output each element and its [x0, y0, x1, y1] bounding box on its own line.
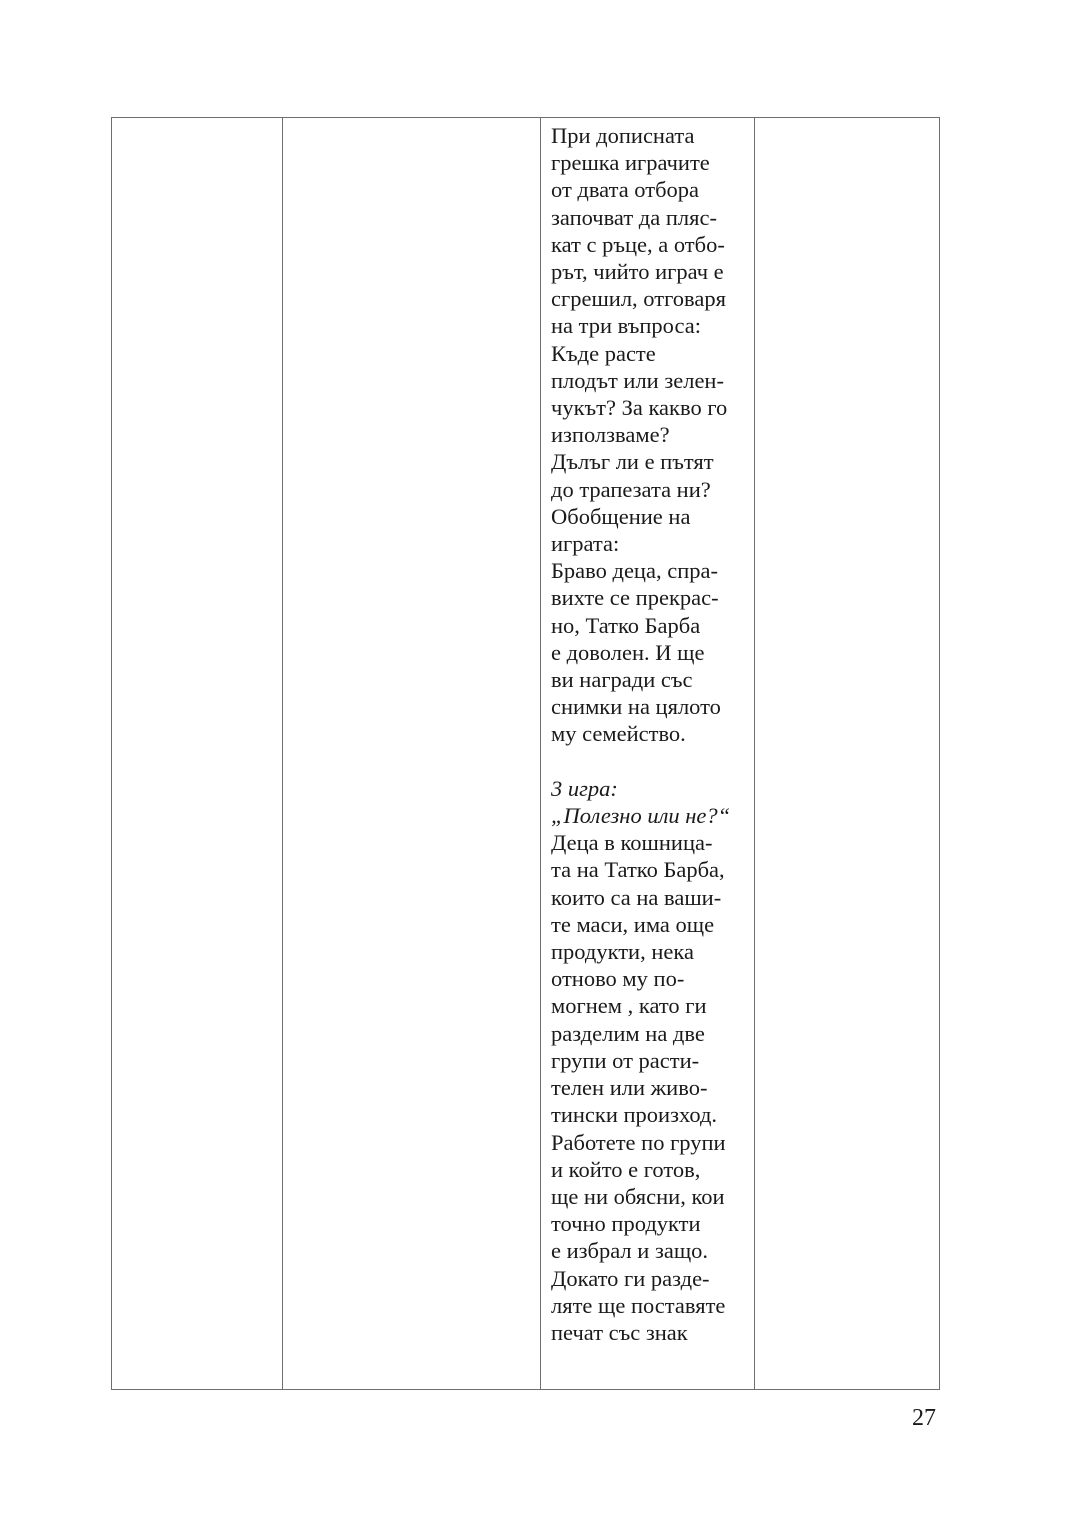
text-line: е избрал и защо.	[551, 1238, 709, 1264]
text-line: Браво деца, спра-	[551, 558, 718, 584]
text-line: Къде расте	[551, 340, 656, 366]
text-line: плодът или зелен-	[551, 367, 724, 393]
text-line: чукът? За какво го	[551, 395, 728, 421]
text-line: те маси, има още	[551, 911, 715, 937]
text-line: ви награди със	[551, 667, 693, 693]
text-line: от двата отбора	[551, 177, 700, 203]
text-line: до трапезата ни?	[551, 476, 711, 502]
spacer	[551, 748, 750, 775]
text-line: При дописната	[551, 123, 695, 148]
text-line: започват да пляс-	[551, 204, 717, 230]
text-line: на три въпроса:	[551, 313, 701, 339]
text-line: грешка играчите	[551, 150, 710, 176]
table-cell-col1	[112, 118, 283, 1390]
text-line: Обобщение на	[551, 503, 691, 529]
text-line: телен или живо-	[551, 1075, 708, 1101]
text-line: и който е готов,	[551, 1156, 701, 1182]
text-line: та на Татко Барба,	[551, 857, 725, 883]
text-line: отново му по-	[551, 966, 685, 992]
text-line: сгрешил, отговаря	[551, 286, 726, 312]
text-line: могнем , като ги	[551, 993, 707, 1019]
lesson-table	[111, 117, 940, 1390]
text-line: му семейство.	[551, 721, 686, 747]
paragraph-game-instructions	[551, 829, 750, 1346]
text-line: Работете по групи	[551, 1129, 726, 1155]
text-line: групи от расти-	[551, 1047, 700, 1073]
text-line: вихте се прекрас-	[551, 585, 719, 611]
text-line: Дълъг ли е пътят	[551, 449, 714, 475]
page-number: 27	[912, 1405, 936, 1431]
paragraph-game-rules	[551, 122, 750, 748]
text-line: Докато ги разде-	[551, 1265, 710, 1291]
text-line: точно продукти	[551, 1211, 701, 1237]
text-line: които са на ваши-	[551, 884, 722, 910]
table-cell-col2	[283, 118, 541, 1390]
text-line: ляте ще поставяте	[551, 1292, 726, 1318]
text-line: разделим на две	[551, 1020, 705, 1046]
cell-text	[541, 118, 754, 1346]
text-line: но, Татко Барба	[551, 612, 701, 638]
text-line: продукти, нека	[551, 939, 694, 965]
text-line: снимки на цялото	[551, 694, 721, 720]
text-line: Деца в кошница-	[551, 830, 713, 856]
text-line: използваме?	[551, 422, 670, 448]
text-line: ще ни обясни, кои	[551, 1183, 725, 1209]
text-line: кат с ръце, а отбо-	[551, 231, 725, 257]
table-cell-col3	[541, 118, 755, 1390]
text-line: печат със знак	[551, 1319, 688, 1345]
text-line: играта:	[551, 531, 620, 557]
text-line: е доволен. И ще	[551, 639, 705, 665]
text-line: тински произход.	[551, 1102, 718, 1128]
table-row	[112, 118, 940, 1390]
text-line: „Полезно или не?“	[551, 803, 731, 829]
table-cell-col4	[755, 118, 940, 1390]
text-line: 3 игра:	[551, 775, 618, 801]
game-title	[551, 775, 750, 829]
text-line: рът, чийто играч е	[551, 259, 724, 285]
